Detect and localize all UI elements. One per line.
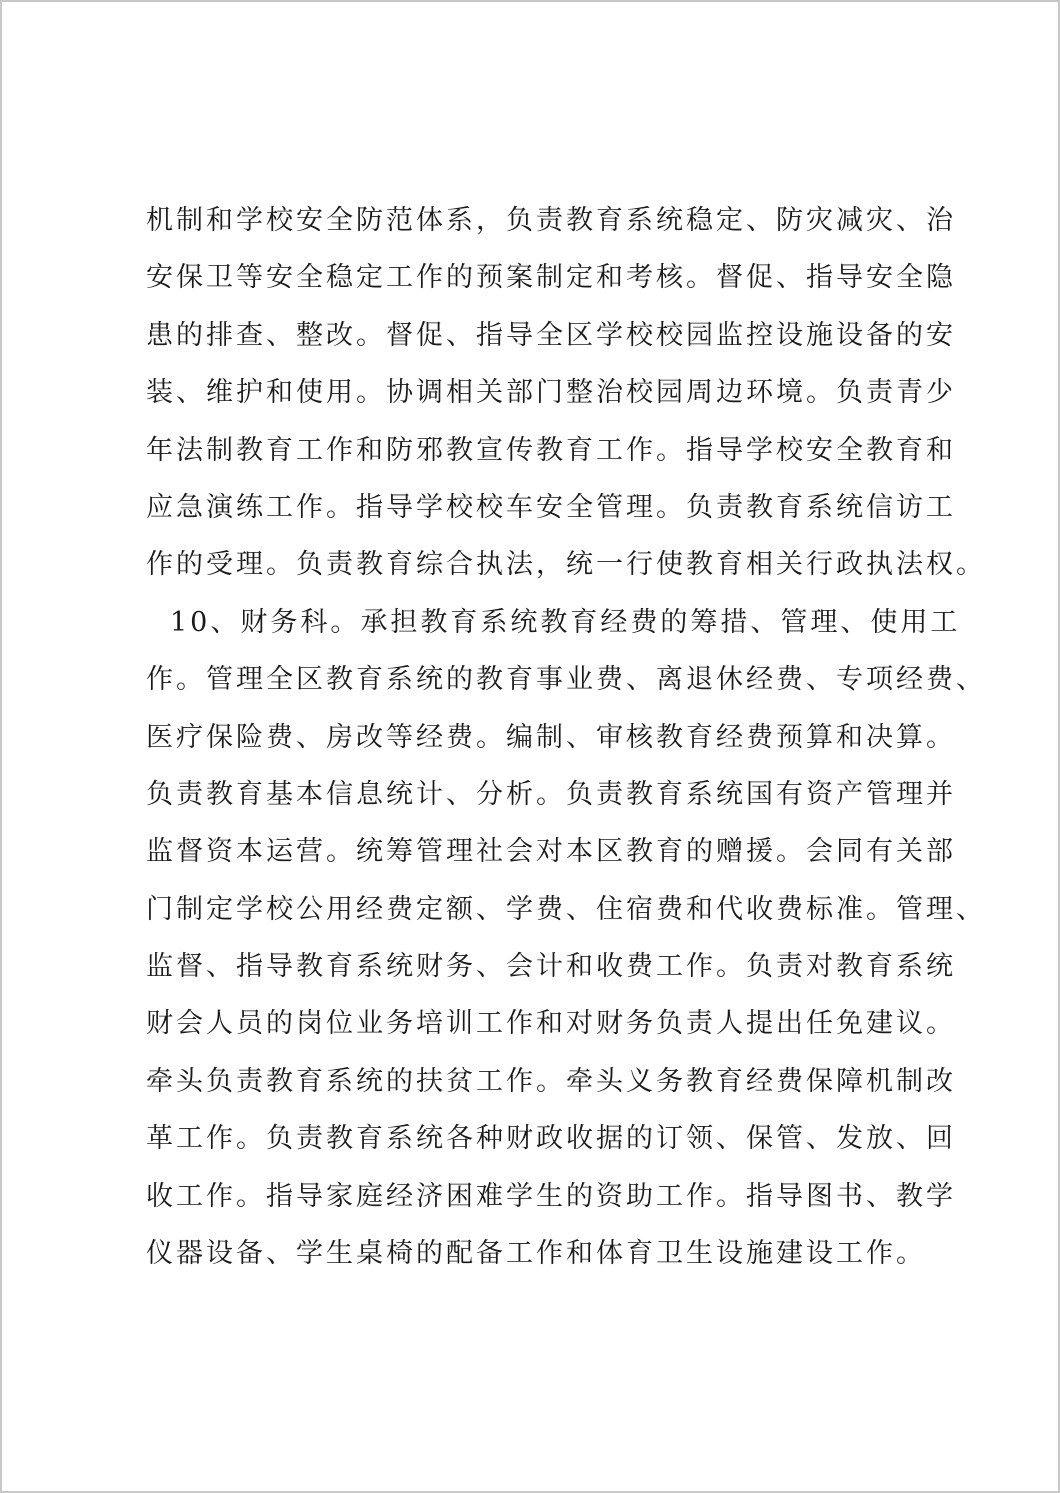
text-line-18: 收工作。指导家庭经济困难学生的资助工作。指导图书、教学 [146,1180,956,1212]
text-line-6: 应急演练工作。指导学校校车安全管理。负责教育系统信访工 [146,491,956,523]
text-line-9: 作。管理全区教育系统的教育事业费、离退休经费、专项经费、 [146,664,986,696]
text-line-7: 作的受理。负责教育综合执法，统一行使教育相关行政执法权。 [146,549,986,581]
document-body [146,198,986,1288]
text-line-15: 财会人员的岗位业务培训工作和对财务负责人提出任免建议。 [146,1008,956,1040]
text-line-4: 装、维护和使用。协调相关部门整治校园周边环境。负责青少 [146,377,956,409]
text-line-1: 机制和学校安全防范体系，负责教育系统稳定、防灾减灾、治 [146,205,956,236]
text-line-12: 监督资本运营。统筹管理社会对本区教育的赠援。会同有关部 [146,836,956,868]
text-line-13: 门制定学校公用经费定额、学费、住宿费和代收费标准。管理、 [146,893,986,925]
text-line-11: 负责教育基本信息统计、分析。负责教育系统国有资产管理并 [146,778,956,810]
text-line-17: 革工作。负责教育系统各种财政收据的订领、保管、发放、回 [146,1123,956,1155]
text-line-3: 患的排查、整改。督促、指导全区学校校园监控设施设备的安 [146,319,956,351]
text-line-2: 安保卫等安全稳定工作的预案制定和考核。督促、指导安全隐 [146,262,956,294]
text-line-5: 年法制教育工作和防邪教宣传教育工作。指导学校安全教育和 [146,434,956,466]
text-line-16: 牵头负责教育系统的扶贫工作。牵头义务教育经费保障机制改 [146,1065,956,1097]
paragraph-heading-finance: 10、财务科。承担教育系统教育经费的筹措、管理、使用工 [170,606,961,638]
text-line-14: 监督、指导教育系统财务、会计和收费工作。负责对教育系统 [146,951,956,983]
text-line-10: 医疗保险费、房改等经费。编制、审核教育经费预算和决算。 [146,721,956,753]
text-line-19: 仪器设备、学生桌椅的配备工作和体育卫生设施建设工作。 [146,1238,926,1270]
